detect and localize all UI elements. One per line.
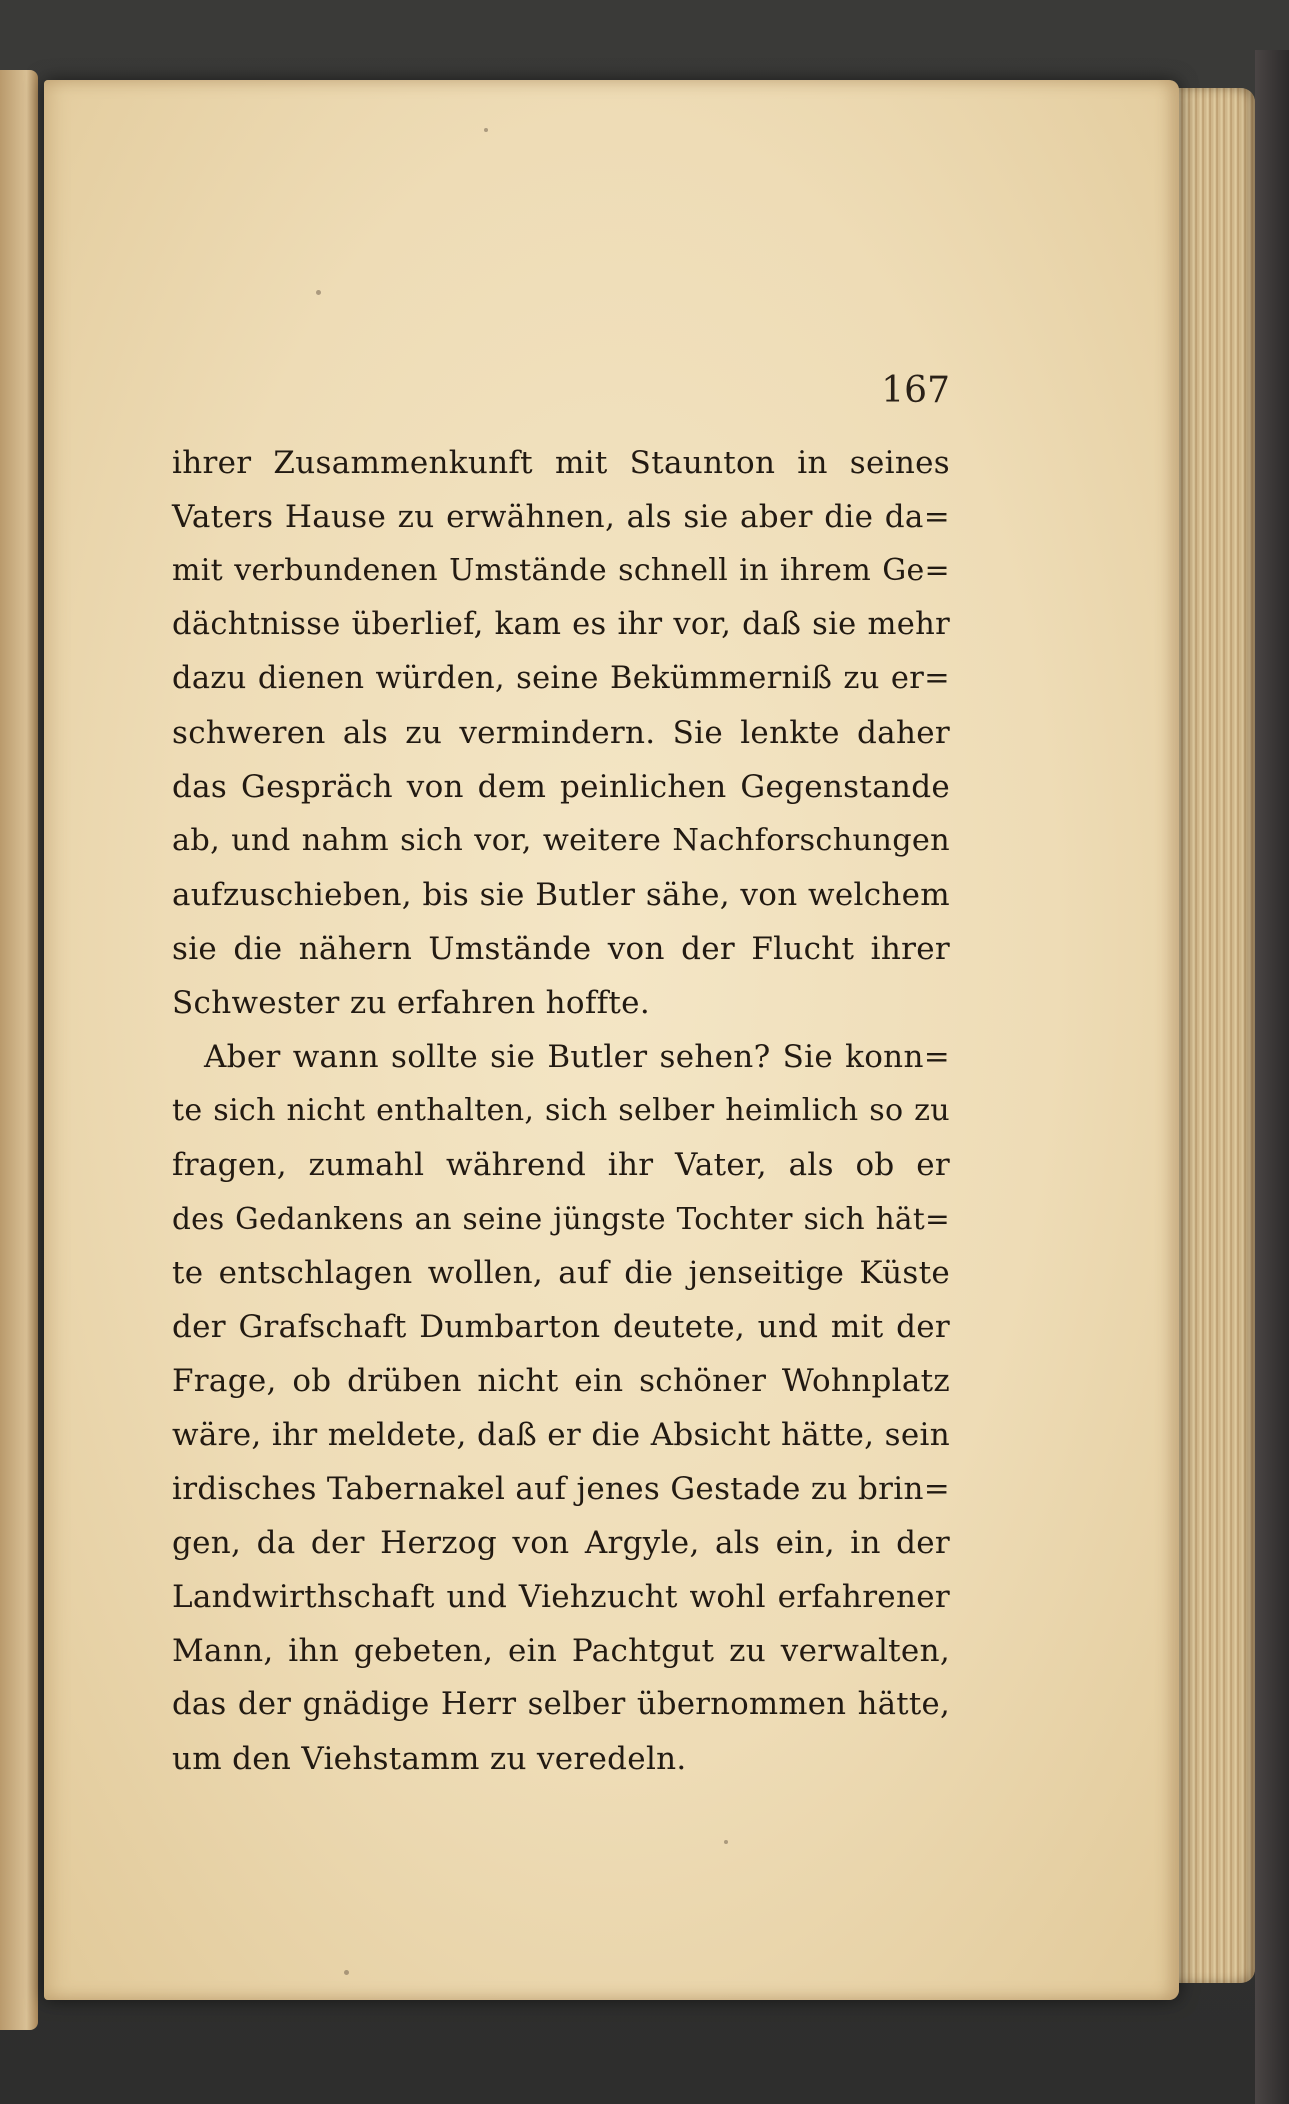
page-stack-edge (1170, 88, 1255, 1983)
text-line: Schwester zu erfahren hoffte. (172, 985, 650, 1021)
text-line: te entschlagen wollen, auf die jenseitige Küste (172, 1255, 950, 1291)
text-line: mit verbundenen Umstände schnell in ihrem Ge= (172, 553, 950, 588)
page-text (172, 436, 950, 1786)
text-line: wäre, ihr meldete, daß er die Absicht hätte, sein (172, 1417, 950, 1453)
text-line: ab, und nahm sich vor, weitere Nachforschungen (172, 823, 950, 858)
text-line: Aber wann sollte sie Butler sehen? Sie konn= (204, 1039, 950, 1075)
text-line: das Gespräch von dem peinlichen Gegenstande (172, 769, 950, 805)
text-line: te sich nicht enthalten, sich selber heimlich so zu (172, 1093, 950, 1128)
text-line: das der gnädige Herr selber übernommen hätte, (172, 1687, 950, 1722)
text-line: Frage, ob drüben nicht ein schöner Wohnplatz (172, 1363, 950, 1399)
text-line: irdisches Tabernakel auf jenes Gestade zu brin= (172, 1471, 950, 1507)
text-line: aufzuschieben, bis sie Butler sähe, von welchem (172, 877, 950, 913)
text-line: schweren als zu vermindern. Sie lenkte daher (172, 715, 950, 751)
text-line: dazu dienen würden, seine Bekümmerniß zu er= (172, 661, 950, 696)
book-cover-edge (1255, 50, 1289, 2104)
text-line: des Gedankens an seine jüngste Tochter sich hät= (172, 1202, 950, 1236)
text-line: um den Viehstamm zu veredeln. (172, 1741, 687, 1777)
book-page (44, 80, 1179, 2000)
text-line: dächtnisse überlief, kam es ihr vor, daß sie mehr (172, 607, 950, 642)
text-line: fragen, zumahl während ihr Vater, als ob er (172, 1147, 950, 1183)
text-line: Landwirthschaft und Viehzucht wohl erfahrener (172, 1579, 950, 1615)
text-line: ihrer Zusammenkunft mit Staunton in seines (172, 445, 950, 481)
text-line: der Grafschaft Dumbarton deutete, und mit der (172, 1309, 950, 1345)
text-line: Mann, ihn gebeten, ein Pachtgut zu verwalten, (172, 1633, 950, 1669)
text-line: Vaters Hause zu erwähnen, als sie aber die da= (172, 499, 950, 535)
page-number: 167 (881, 370, 950, 411)
text-line: gen, da der Herzog von Argyle, als ein, in der (172, 1525, 950, 1561)
text-line: sie die nähern Umstände von der Flucht ihrer (172, 931, 950, 967)
facing-page-edge (0, 70, 38, 2030)
